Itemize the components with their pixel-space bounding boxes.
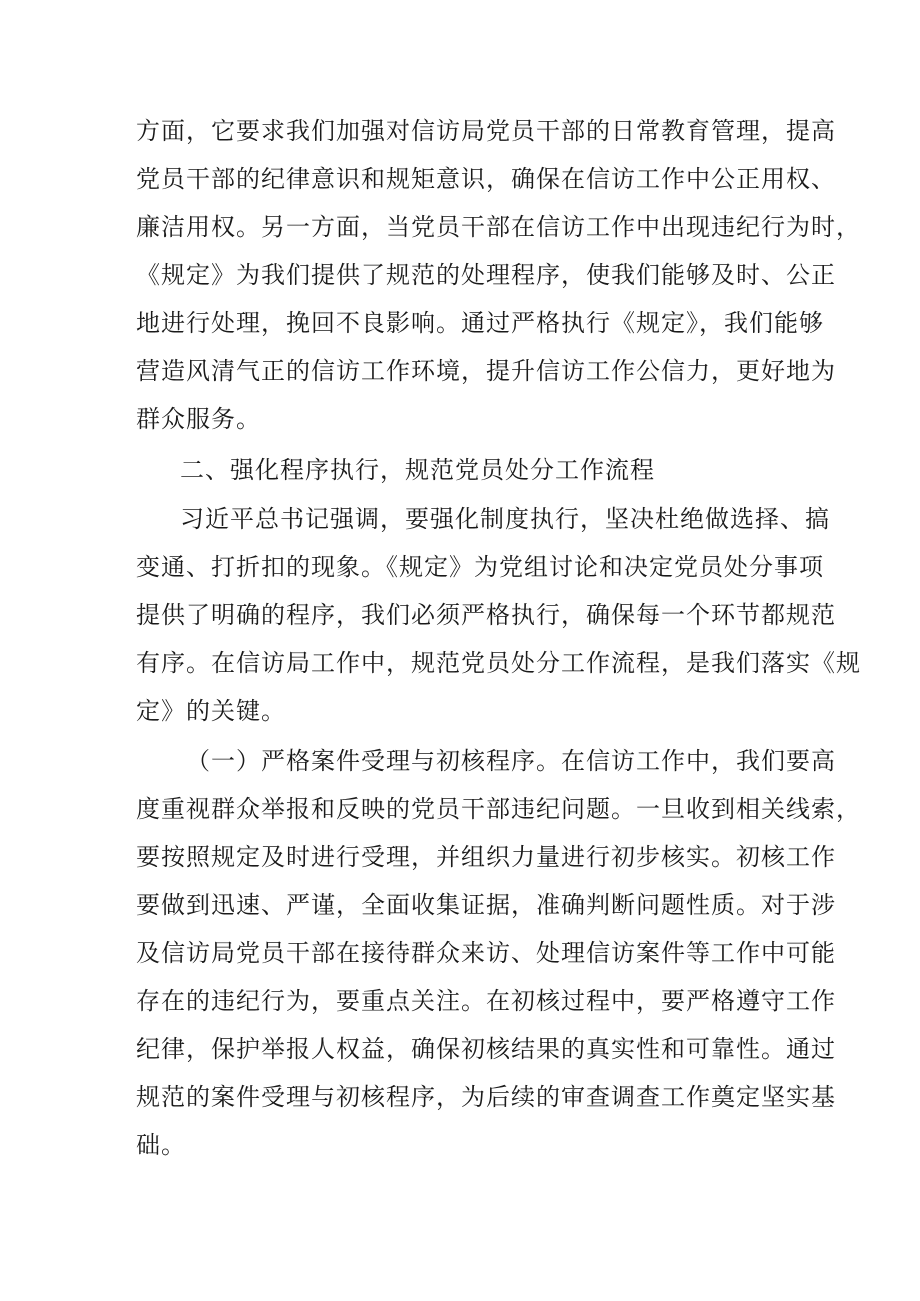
paragraph-line: 础。	[136, 1131, 186, 1159]
paragraph-line: 地进行处理，挽回不良影响。通过严格执行《规定》，我们能够	[136, 309, 824, 337]
paragraph-line: 廉洁用权。另一方面，当党员干部在信访工作中出现违纪行为时，	[136, 213, 861, 241]
paragraph-line: 提供了明确的程序，我们必须严格执行，确保每一个环节都规范	[136, 601, 836, 629]
paragraph-line: 有序。在信访局工作中，规范党员处分工作流程，是我们落实《规	[136, 649, 861, 677]
paragraph-line: 规范的案件受理与初核程序，为后续的审查调查工作奠定坚实基	[136, 1083, 836, 1111]
paragraph-line: （一）严格案件受理与初核程序。在信访工作中，我们要高	[186, 747, 836, 775]
paragraph-line: 定》的关键。	[136, 697, 286, 725]
paragraph-line: 方面，它要求我们加强对信访局党员干部的日常教育管理，提高	[136, 117, 836, 145]
paragraph-line: 习近平总书记强调，要强化制度执行，坚决杜绝做选择、搞	[180, 505, 830, 533]
paragraph-line: 要做到迅速、严谨，全面收集证据，准确判断问题性质。对于涉	[136, 891, 836, 919]
paragraph-line: 要按照规定及时进行受理，并组织力量进行初步核实。初核工作	[136, 843, 836, 871]
paragraph-line: 度重视群众举报和反映的党员干部违纪问题。一旦收到相关线索，	[136, 795, 861, 823]
paragraph-line: 群众服务。	[136, 405, 261, 433]
paragraph-line: 存在的违纪行为，要重点关注。在初核过程中，要严格遵守工作	[136, 987, 836, 1015]
paragraph-line: 营造风清气正的信访工作环境，提升信访工作公信力，更好地为	[136, 357, 836, 385]
paragraph-line: 《规定》为我们提供了规范的处理程序，使我们能够及时、公正	[136, 261, 836, 289]
paragraph-line: 纪律，保护举报人权益，确保初核结果的真实性和可靠性。通过	[136, 1035, 836, 1063]
section-heading: 二、强化程序执行，规范党员处分工作流程	[180, 456, 655, 484]
paragraph-line: 变通、打折扣的现象。《规定》为党组讨论和决定党员处分事项	[136, 553, 824, 581]
paragraph-line: 及信访局党员干部在接待群众来访、处理信访案件等工作中可能	[136, 939, 836, 967]
paragraph-line: 党员干部的纪律意识和规矩意识，确保在信访工作中公正用权、	[136, 165, 836, 193]
